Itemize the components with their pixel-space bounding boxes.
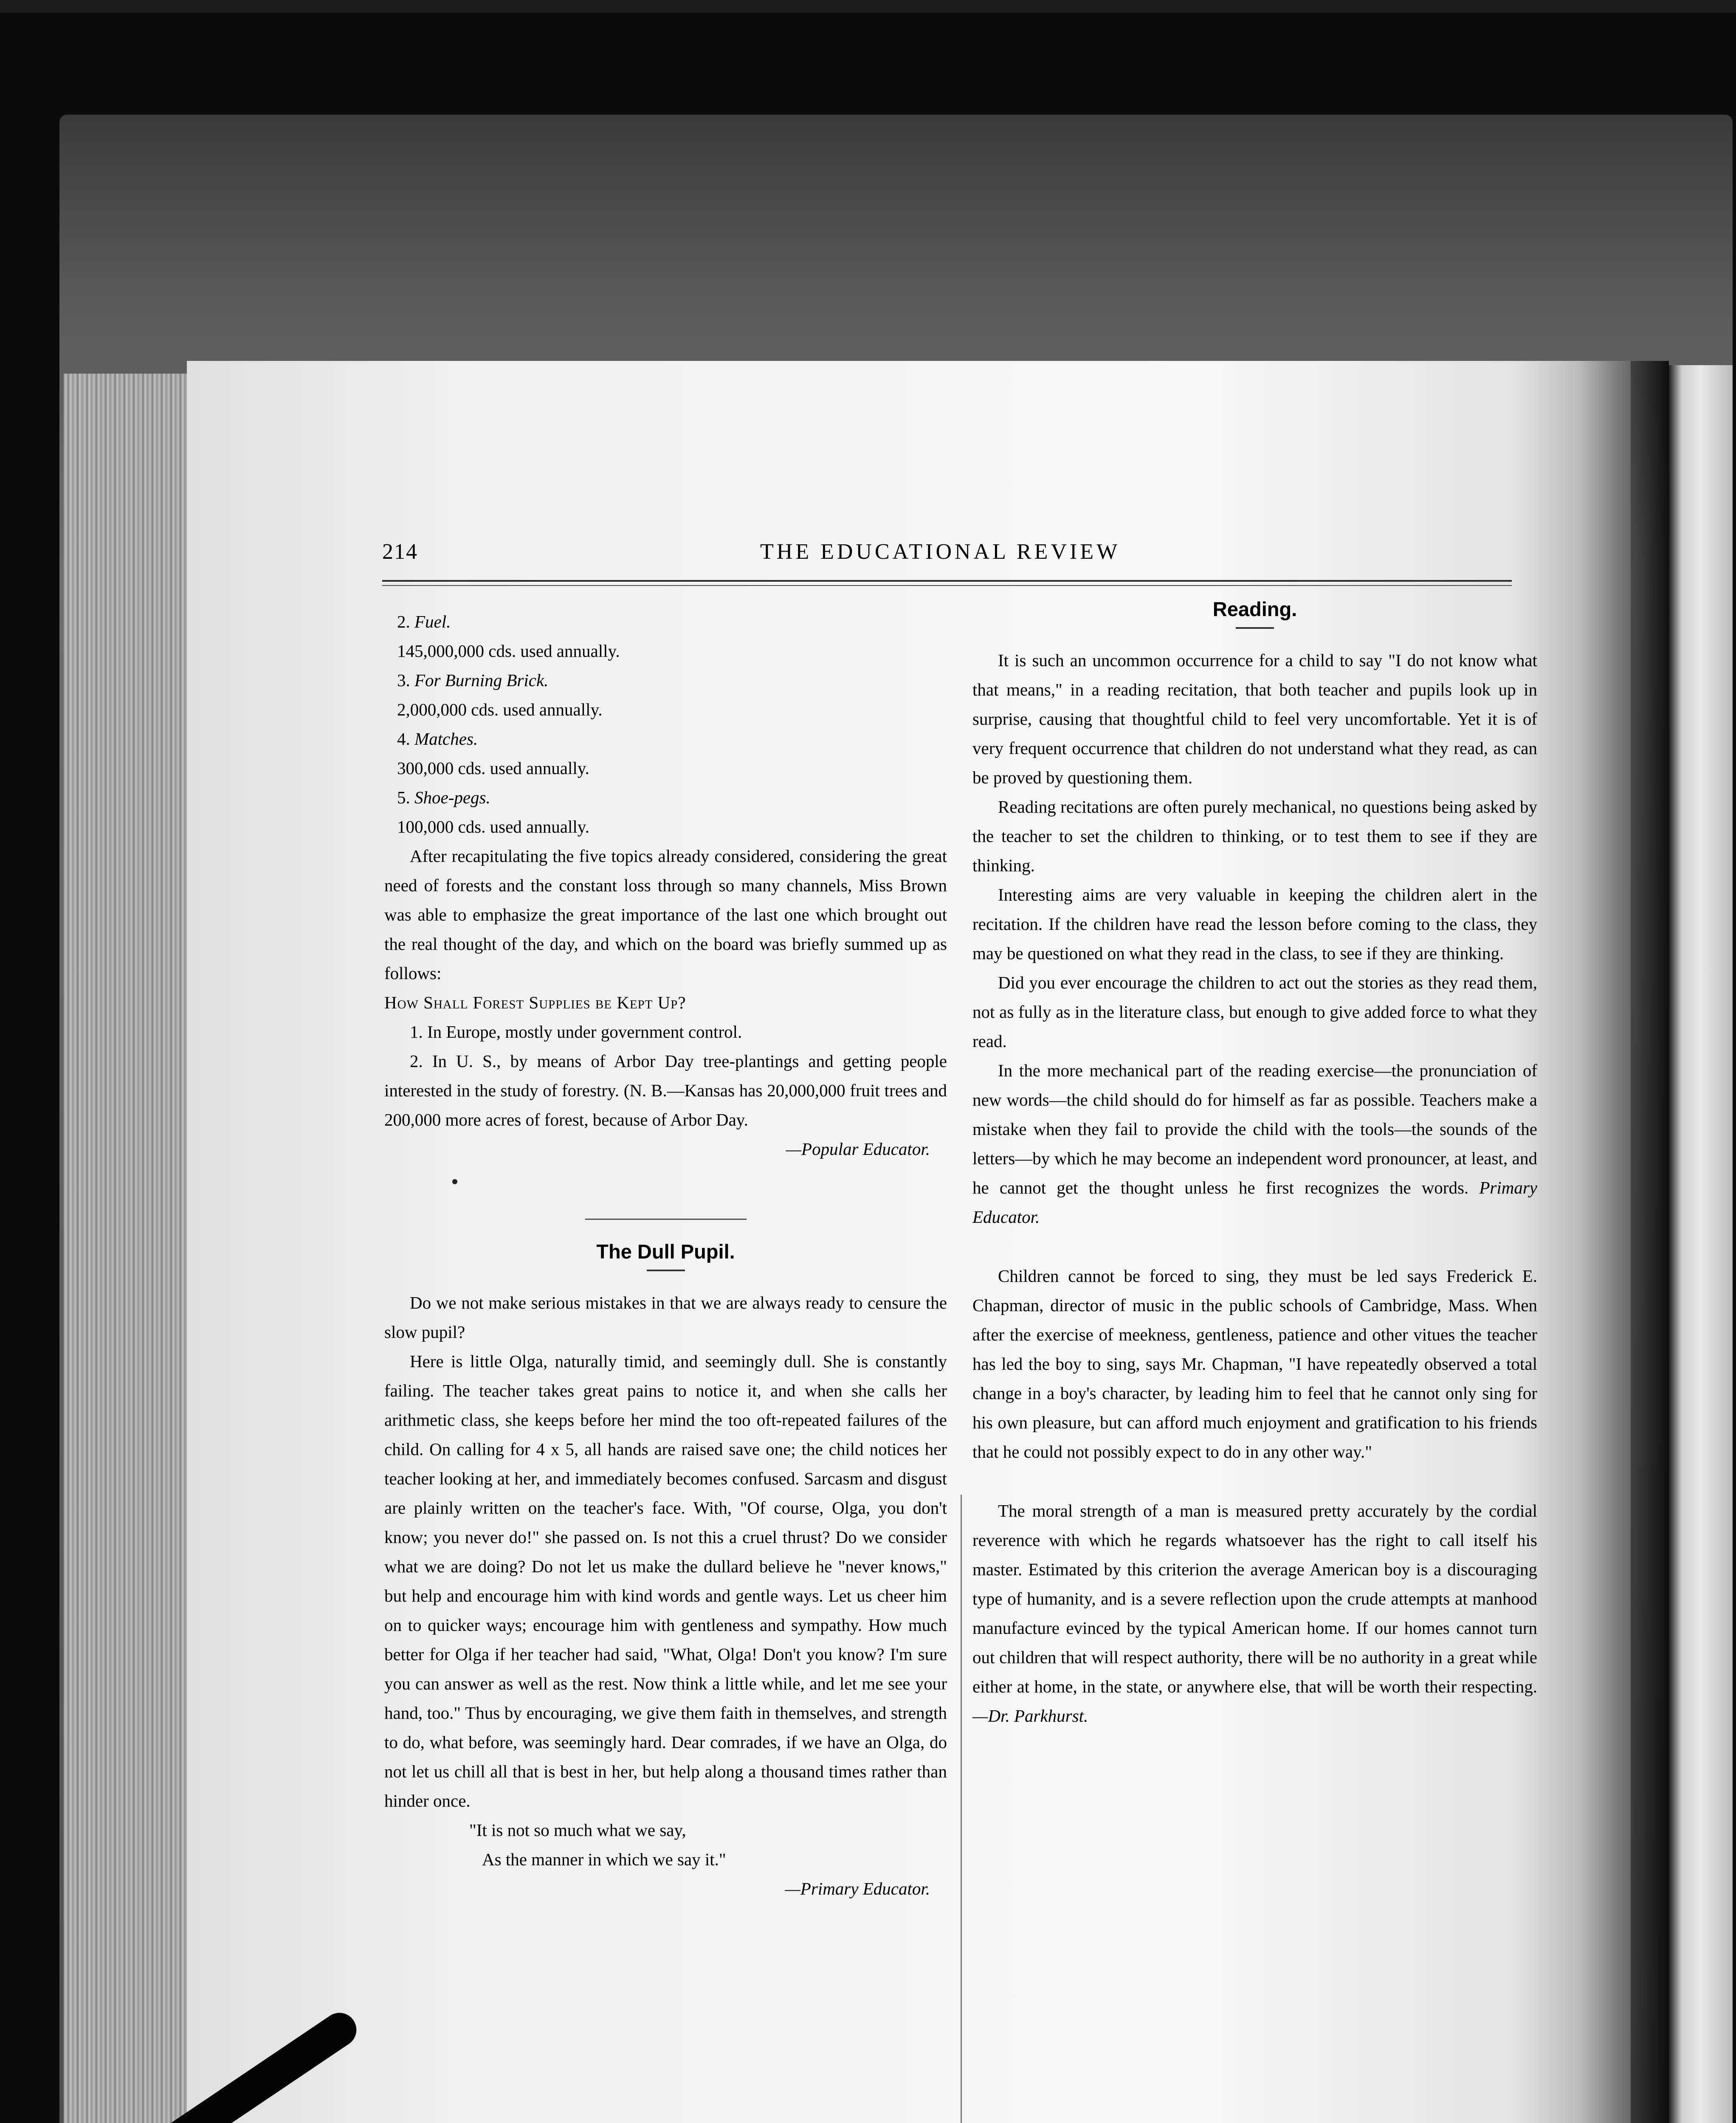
list-value: 2,000,000 cds. used annually. (397, 700, 603, 719)
reading-paragraph: Did you ever encourage the children to act out the stories as they read them, not as fully as in the literature class, but enough to give added force to what they read. (972, 973, 1537, 1051)
book-page-edges (64, 374, 187, 2123)
moral-text: The moral strength of a man is measured pretty accurately by the cordial reverence with which he regards whatsoever has the right to call itself his master. Estimated by this criterion the average American boy is a discouraging type of humanity, and is a severe reflection upon the crude attempts at manhood manufacture evinced by the typical American home. If our homes cannot turn out children that will respect authority, there will be no authority in a great while either at home, in the state, or anywhere else, that will be worth their respecting. (972, 1501, 1537, 1696)
right-column (972, 594, 1537, 1731)
dull-pupil-paragraph: Do we not make serious mistakes in that we are always ready to censure the slow pupil? (384, 1293, 947, 1342)
title-rule (1236, 627, 1274, 629)
list-number: 2. (397, 612, 410, 631)
list-heading: Matches. (414, 729, 478, 749)
spacer (972, 1467, 1537, 1496)
reading-paragraph-text: In the more mechanical part of the reading exercise—the pronunciation of new words—the child should do for himself as far as possible. Teachers make a mistake when they fail to provide the child with the tools—the sounds of the letters—by which he may become an independent word pronouncer, at least, and he cannot get the thought unless he first recognizes the words. (972, 1061, 1537, 1197)
reading-paragraph (972, 1056, 1537, 1232)
list-item (384, 783, 947, 812)
scan-top-band (0, 0, 1736, 13)
list-number: 5. (397, 788, 410, 807)
forest-source: —Popular Educator. (786, 1139, 930, 1159)
list-value: 145,000,000 cds. used annually. (397, 641, 620, 661)
forest-question: How Shall Forest Supplies be Kept Up? (384, 993, 686, 1012)
list-item (384, 666, 947, 695)
dull-pupil-paragraph: Here is little Olga, naturally timid, and seemingly dull. She is constantly failing. The teacher takes great pains to notice it, and when she calls her arithmetic class, she keeps before her mind the too oft-repeated failures of the child. On calling for 4 x 5, all hands are raised save one; the child notices her teacher looking at her, and immediately becomes confused. Sarcasm and disgust are plainly written on the teacher's face. With, "Of course, Olga, you don't know; you never do!" she passed on. Is not this a cruel thrust? Do we consider what we are doing? Do not let us make the dullard believe he "never knows," but help and encourage him with kind words and gentle ways. Let us cheer him on to quicker ways; encourage him with gentleness and sympathy. How much better for Olga if her teacher had said, "What, Olga! Don't you know? I'm sure you can answer as well as the rest. Now think a little while, and let me see your hand, too." Thus by encouraging, we give them faith in themselves, and strength to do, what before, was seemingly hard. Dear comrades, if we have an Olga, do not let us chill all that is best in her, but help along a thousand times rather than hinder once. (384, 1352, 947, 1810)
forest-answer: 1. In Europe, mostly under government control. (410, 1022, 742, 1042)
singing-paragraph: Children cannot be forced to sing, they must be led says Frederick E. Chapman, director of music in the public schools of Cambridge, Mass. When after the exercise of meekness, gentleness, patience and other vitues the teacher has led the boy to sing, says Mr. Chapman, "I have repeatedly observed a total change in a boy's character, by leading him to feel that he cannot only sing for his own pleasure, but can afford much enjoyment and gratification to his friends that he could not possibly expect to do in any other way." (972, 1266, 1537, 1461)
facing-page-edge (1669, 365, 1733, 2123)
recap-paragraph: After recapitulating the five topics already considered, considering the great need of forests and the constant loss through so many channels, Miss Brown was able to emphasize the great importance of the last one which brought out the real thought of the day, and which on the board was briefly summed up as follows: (384, 846, 947, 983)
dull-pupil-title: The Dull Pupil. (596, 1240, 735, 1263)
title-rule (647, 1270, 685, 1271)
page-header (382, 539, 1508, 577)
left-column (384, 607, 947, 1903)
section-divider (585, 1219, 747, 1220)
list-value: 100,000 cds. used annually. (397, 817, 589, 836)
list-item (384, 607, 947, 636)
list-number: 3. (397, 670, 410, 690)
moral-source: —Dr. Parkhurst. (972, 1706, 1088, 1726)
header-rule (382, 580, 1512, 582)
header-rule-thin (382, 585, 1512, 586)
list-heading: Shoe-pegs. (414, 788, 490, 807)
list-heading: For Burning Brick. (414, 670, 549, 690)
running-title: THE EDUCATIONAL REVIEW (760, 540, 1121, 564)
reading-paragraph: Reading recitations are often purely mechanical, no questions being asked by the teacher to set the children to thinking, or to test them to see if they are thinking. (972, 797, 1537, 875)
verse-line: As the manner in which we say it." (482, 1850, 726, 1869)
reading-title: Reading. (1212, 598, 1297, 620)
column-divider (961, 1495, 962, 2123)
verse-line: "It is not so much what we say, (469, 1820, 686, 1840)
stray-dot (452, 1179, 457, 1184)
list-number: 4. (397, 729, 410, 749)
gutter-shadow (1580, 361, 1669, 2123)
spacer (972, 1232, 1537, 1261)
reading-paragraph: It is such an uncommon occurrence for a child to say "I do not know what that means," in a reading recitation, that both teacher and pupils look up in surprise, causing that thoughtful child to feel very uncomfortable. Yet it is of very frequent occurrence that children do not understand what they read, as can be proved by questioning them. (972, 650, 1537, 787)
list-value: 300,000 cds. used annually. (397, 758, 589, 778)
list-heading: Fuel. (414, 612, 451, 631)
list-item (384, 724, 947, 754)
moral-paragraph (972, 1496, 1537, 1731)
page-number: 214 (382, 540, 418, 564)
reading-source: Primary Educator. (972, 1178, 1537, 1227)
dull-pupil-source: —Primary Educator. (785, 1879, 930, 1898)
reading-paragraph: Interesting aims are very valuable in keeping the children alert in the recitation. If the children have read the lesson before coming to the class, they may be questioned on what they read in the class, to see if they are thinking. (972, 885, 1537, 963)
forest-answer: 2. In U. S., by means of Arbor Day tree-plantings and getting people interested in the study of forestry. (N. B.—Kansas has 20,000,000 fruit trees and 200,000 more acres of forest, because of Arbor Day. (384, 1051, 947, 1129)
